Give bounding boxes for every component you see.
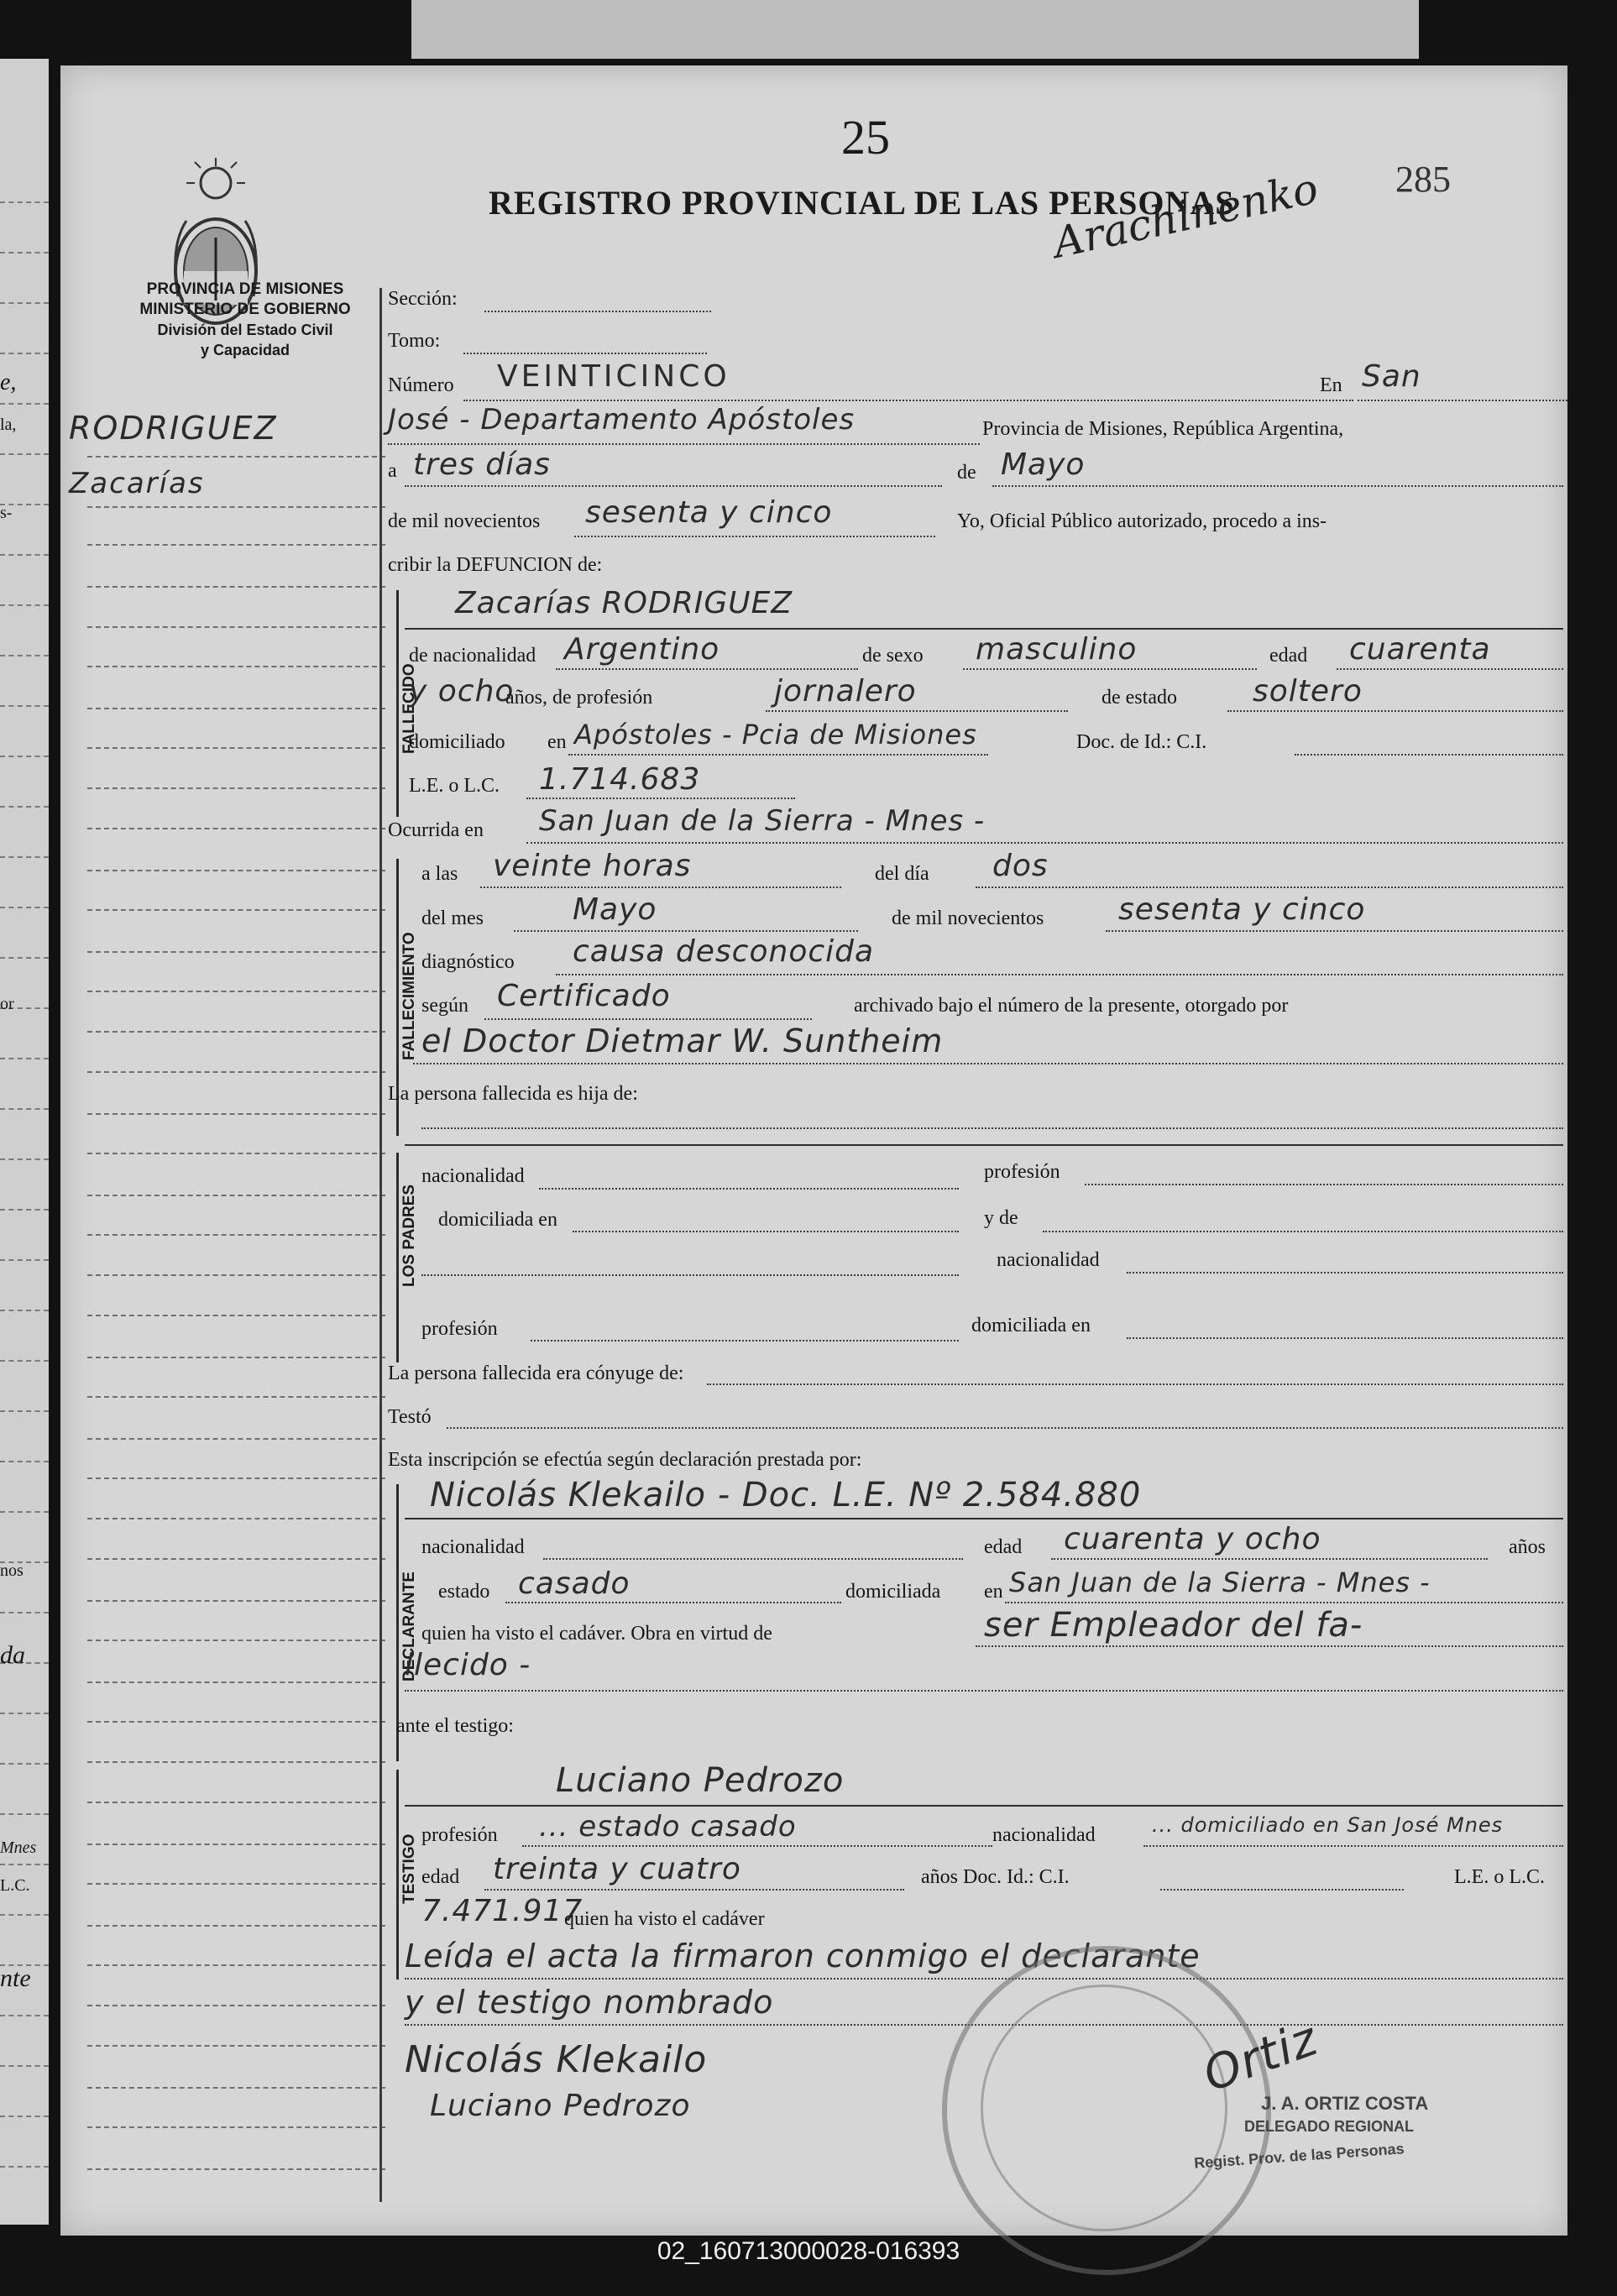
left-fragment: nte: [0, 1964, 31, 1992]
leida-value-cont: y el testigo nombrado: [405, 1984, 774, 2021]
folio-number: 25: [841, 110, 890, 165]
ocurrida-label: Ocurrida en: [388, 819, 484, 841]
declarante-domiciliada-label: domiciliada: [845, 1581, 941, 1603]
fallecido-name: Zacarías RODRIGUEZ: [455, 586, 793, 620]
en2-label: en: [547, 731, 567, 753]
seccion-label: Sección:: [388, 288, 458, 310]
provincia-label: Provincia de Misiones, República Argentina,: [982, 418, 1344, 440]
declarante-edad-value: cuarenta y ocho: [1064, 1522, 1321, 1556]
anio-value: sesenta y cinco: [585, 495, 833, 530]
left-fragment: s-: [0, 504, 13, 522]
register-page: [60, 65, 1567, 2236]
testigo-profesion-label: profesión: [421, 1824, 498, 1846]
province-label: PROVINCIA DE MISIONES: [146, 280, 344, 298]
madre-nacionalidad-label: nacionalidad: [997, 1249, 1100, 1271]
le-value: 1.714.683: [539, 762, 701, 797]
archivado-label: archivado bajo el número de la presente, otorgado por: [854, 995, 1289, 1017]
image-id-caption: 02_160713000028-016393: [657, 2237, 960, 2265]
segun-value: Certificado: [497, 979, 671, 1013]
le-label: L.E. o L.C.: [409, 775, 500, 797]
padre-yde-label: y de: [984, 1207, 1018, 1229]
ministry-label: MINISTERIO DE GOBIERNO: [139, 301, 351, 318]
padres-section-label: LOS PADRES: [400, 1184, 418, 1287]
declarante-virtud-value-cont: llecido -: [405, 1648, 531, 1682]
estado-label: de estado: [1102, 687, 1177, 709]
dias-value: tres días: [413, 447, 551, 482]
madre-domiciliada-label: domiciliada en: [971, 1315, 1091, 1336]
declarante-virtud-value: ser Empleador del fa-: [984, 1606, 1363, 1645]
margin-given-name: Zacarías: [69, 467, 205, 500]
testigo-signature: Luciano Pedrozo: [430, 2089, 691, 2123]
testigo-edad-label: edad: [421, 1866, 460, 1888]
left-fragment: nos: [0, 1561, 24, 1580]
left-fragment: la,: [0, 416, 17, 434]
fallecido-section-label: FALLECIDO: [400, 663, 418, 754]
numero-label: Número: [388, 374, 454, 396]
domiciliado-label: domiciliado: [409, 731, 505, 753]
fallecimiento-section-label: FALLECIMIENTO: [400, 932, 418, 1060]
capacity-label: y Capacidad: [200, 342, 290, 358]
inscripcion-label: Esta inscripción se efectúa según declaración prestada por:: [388, 1449, 862, 1471]
left-fragment: L.C.: [0, 1876, 30, 1895]
profesion-value: jornalero: [774, 674, 917, 709]
declarante-signature: Nicolás Klekailo: [405, 2038, 708, 2081]
padre-domiciliada-label: domiciliada en: [438, 1209, 557, 1231]
margin-divider: [379, 288, 382, 2202]
declarante-visto-label: quien ha visto el cadáver. Obra en virtud de: [421, 1623, 772, 1645]
left-fragment: Mnes: [0, 1838, 37, 1857]
testigo-value: Luciano Pedrozo: [556, 1761, 845, 1800]
a-las-label: a las: [421, 863, 458, 885]
testigo-le-label: L.E. o L.C.: [1454, 1866, 1545, 1888]
corner-page-number: 285: [1395, 159, 1451, 200]
edad-value-cont: y ocho: [409, 674, 515, 709]
testigo-section-label: TESTIGO: [400, 1833, 418, 1904]
inscribir-label: cribir la DEFUNCION de:: [388, 554, 603, 576]
margin-surname: RODRIGUEZ: [69, 410, 278, 447]
declarante-estado-label: estado: [438, 1581, 490, 1603]
anos-profesion-label: años, de profesión: [505, 687, 653, 709]
diagnostico-label: diagnóstico: [421, 951, 515, 973]
declarante-estado-value: casado: [518, 1566, 631, 1601]
mes2-value: Mayo: [573, 892, 657, 927]
nacionalidad-value: Argentino: [564, 632, 720, 667]
tomo-label: Tomo:: [388, 330, 441, 352]
mes-value: Mayo: [1001, 447, 1086, 482]
register-title: REGISTRO PROVINCIAL DE LAS PERSONAS: [489, 184, 1235, 222]
sexo-value: masculino: [976, 632, 1138, 667]
testigo-nacionalidad-label: nacionalidad: [992, 1824, 1096, 1846]
doctor-value: el Doctor Dietmar W. Suntheim: [421, 1022, 944, 1059]
stamp-name: J. A. ORTIZ COSTA: [1261, 2093, 1429, 2114]
left-fragment: or: [0, 995, 14, 1013]
stamp-office: Regist. Prov. de las Personas: [1193, 2140, 1405, 2172]
testigo-nacionalidad-value: ... domiciliado en San José Mnes: [1152, 1813, 1504, 1837]
top-signature: Arachinenko: [1049, 164, 1322, 268]
madre-profesion-label: profesión: [421, 1318, 498, 1340]
testo-label: Testó: [388, 1406, 432, 1428]
en-label: En: [1320, 374, 1342, 396]
stamp-title: DELEGADO REGIONAL: [1244, 2118, 1415, 2135]
left-fragment: da: [0, 1641, 25, 1669]
en-value: San: [1362, 359, 1421, 394]
division-label: División del Estado Civil: [157, 322, 333, 338]
left-fragment: e,: [0, 369, 17, 395]
doc-label: Doc. de Id.: C.I.: [1076, 731, 1207, 753]
edad-value: cuarenta: [1349, 632, 1491, 667]
segun-label: según: [421, 995, 468, 1017]
estado-value: soltero: [1253, 674, 1363, 709]
testigo-edad-value: treinta y cuatro: [493, 1852, 741, 1886]
testigo-doc-value: 7.471.917: [421, 1894, 583, 1928]
diagnostico-value: causa desconocida: [573, 934, 875, 969]
declarante-domicilio-value: San Juan de la Sierra - Mnes -: [1009, 1566, 1431, 1598]
numero-value: VEINTICINCO: [497, 359, 730, 394]
domicilio-value: Apóstoles - Pcia de Misiones: [574, 719, 977, 751]
declarante-value: Nicolás Klekailo - Doc. L.E. Nº 2.584.880: [430, 1476, 1142, 1514]
dia-value: dos: [992, 849, 1049, 883]
conyuge-label: La persona fallecida era cónyuge de:: [388, 1362, 684, 1384]
left-page-sliver: [0, 59, 49, 2225]
leida-value: Leída el acta la firmaron conmigo el declarante: [405, 1938, 1201, 1974]
de-label: de: [957, 462, 976, 484]
a-label: a: [388, 460, 397, 482]
horas-value: veinte horas: [493, 849, 692, 883]
declarante-en-label: en: [984, 1581, 1003, 1603]
declarante-section-label: DECLARANTE: [400, 1572, 418, 1681]
top-paper-scrap: [411, 0, 1419, 59]
declarante-nacionalidad-label: nacionalidad: [421, 1536, 525, 1558]
padre-nacionalidad-label: nacionalidad: [421, 1165, 525, 1187]
hija-label: La persona fallecida es hija de:: [388, 1083, 638, 1105]
officer-signature: Ortiz: [1196, 2011, 1325, 2103]
testigo-label: ante el testigo:: [396, 1715, 514, 1737]
testigo-profesion-value: ... estado casado: [539, 1810, 797, 1844]
del-mes-label: del mes: [421, 907, 484, 929]
mil-label: de mil novecientos: [388, 510, 541, 532]
oficial-label: Yo, Oficial Público autorizado, procedo a ins-: [957, 510, 1327, 532]
testigo-visto-label: quien ha visto el cadáver: [564, 1908, 765, 1930]
anio2-value: sesenta y cinco: [1118, 892, 1366, 927]
mil2-label: de mil novecientos: [892, 907, 1044, 929]
sexo-label: de sexo: [862, 645, 924, 667]
margin-header: [94, 280, 396, 360]
nacionalidad-label: de nacionalidad: [409, 645, 536, 667]
declarante-edad-label: edad: [984, 1536, 1023, 1558]
del-dia-label: del día: [875, 863, 929, 885]
testigo-anos-doc-label: años Doc. Id.: C.I.: [921, 1866, 1070, 1888]
padre-profesion-label: profesión: [984, 1161, 1060, 1183]
official-stamp: [942, 1946, 1271, 2275]
declarante-anos-label: años: [1509, 1536, 1546, 1558]
ocurrida-value: San Juan de la Sierra - Mnes -: [539, 804, 986, 838]
place-value: José - Departamento Apóstoles: [388, 403, 856, 437]
edad-label: edad: [1269, 645, 1308, 667]
